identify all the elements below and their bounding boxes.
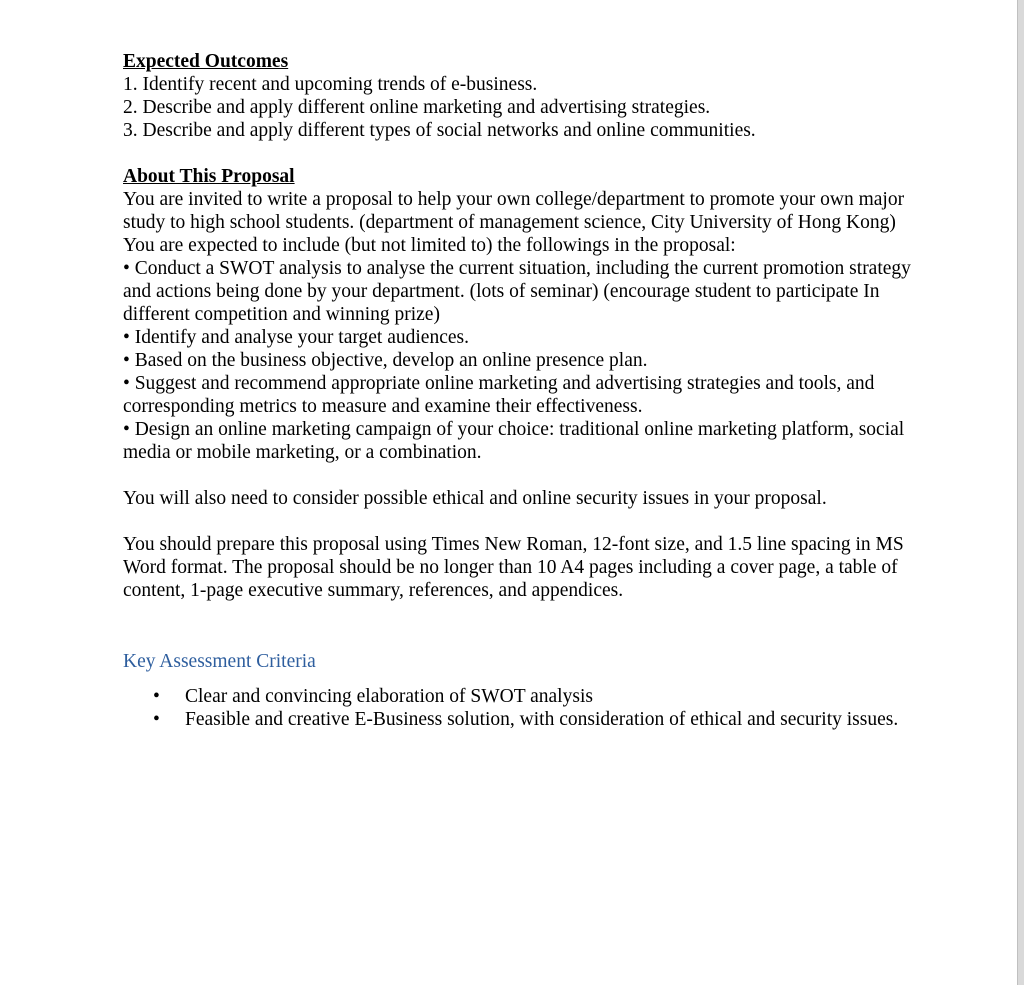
- proposal-bullet: • Suggest and recommend appropriate online marketing and advertising strategies and tools, and corresponding metrics to measure and examine their effectiveness.: [123, 373, 875, 417]
- document-body: [123, 50, 913, 731]
- spacer: [123, 464, 913, 487]
- outcome-item: 1. Identify recent and upcoming trends of e-business.: [123, 74, 538, 95]
- proposal-bullet: • Based on the business objective, develop an online presence plan.: [123, 350, 648, 371]
- proposal-intro: You are invited to write a proposal to help your own college/department to promote your own major study to high school students. (department of management science, City University of Hong Kong) You are expected to include (but not limited to) the followings in the proposal:: [123, 189, 905, 256]
- ethics-paragraph: You will also need to consider possible ethical and online security issues in your proposal.: [123, 488, 827, 509]
- format-paragraph: You should prepare this proposal using Times New Roman, 12-font size, and 1.5 line spacing in MS Word format. The proposal should be no longer than 10 A4 pages including a cover page, a table of content, 1-page executive summary, references, and appendices.: [123, 534, 904, 601]
- spacer: [123, 510, 913, 533]
- proposal-bullet: • Design an online marketing campaign of your choice: traditional online marketing platform, social media or mobile marketing, or a combination.: [123, 419, 905, 463]
- page-edge: [1017, 0, 1024, 985]
- outcome-item: 2. Describe and apply different online marketing and advertising strategies.: [123, 97, 711, 118]
- outcome-item: 3. Describe and apply different types of social networks and online communities.: [123, 120, 756, 141]
- bullet-icon: •: [153, 686, 160, 707]
- key-assessment-criteria-heading: Key Assessment Criteria: [123, 651, 316, 672]
- proposal-bullet: • Conduct a SWOT analysis to analyse the current situation, including the current promotion strategy and actions being done by your department. (lots of seminar) (encourage student to participate In different competition and winning prize): [123, 258, 911, 325]
- criteria-text: Clear and convincing elaboration of SWOT analysis: [185, 686, 593, 707]
- criteria-list: [123, 685, 913, 731]
- proposal-bullet: • Identify and analyse your target audiences.: [123, 327, 469, 348]
- bullet-icon: •: [153, 709, 160, 730]
- criteria-text: Feasible and creative E-Business solution, with consideration of ethical and security issues.: [185, 709, 899, 730]
- expected-outcomes-heading: Expected Outcomes: [123, 51, 289, 72]
- criteria-item: [123, 685, 913, 708]
- criteria-item: [123, 708, 913, 731]
- spacer: [123, 602, 913, 650]
- spacer: [123, 142, 913, 165]
- about-proposal-heading: About This Proposal: [123, 166, 295, 187]
